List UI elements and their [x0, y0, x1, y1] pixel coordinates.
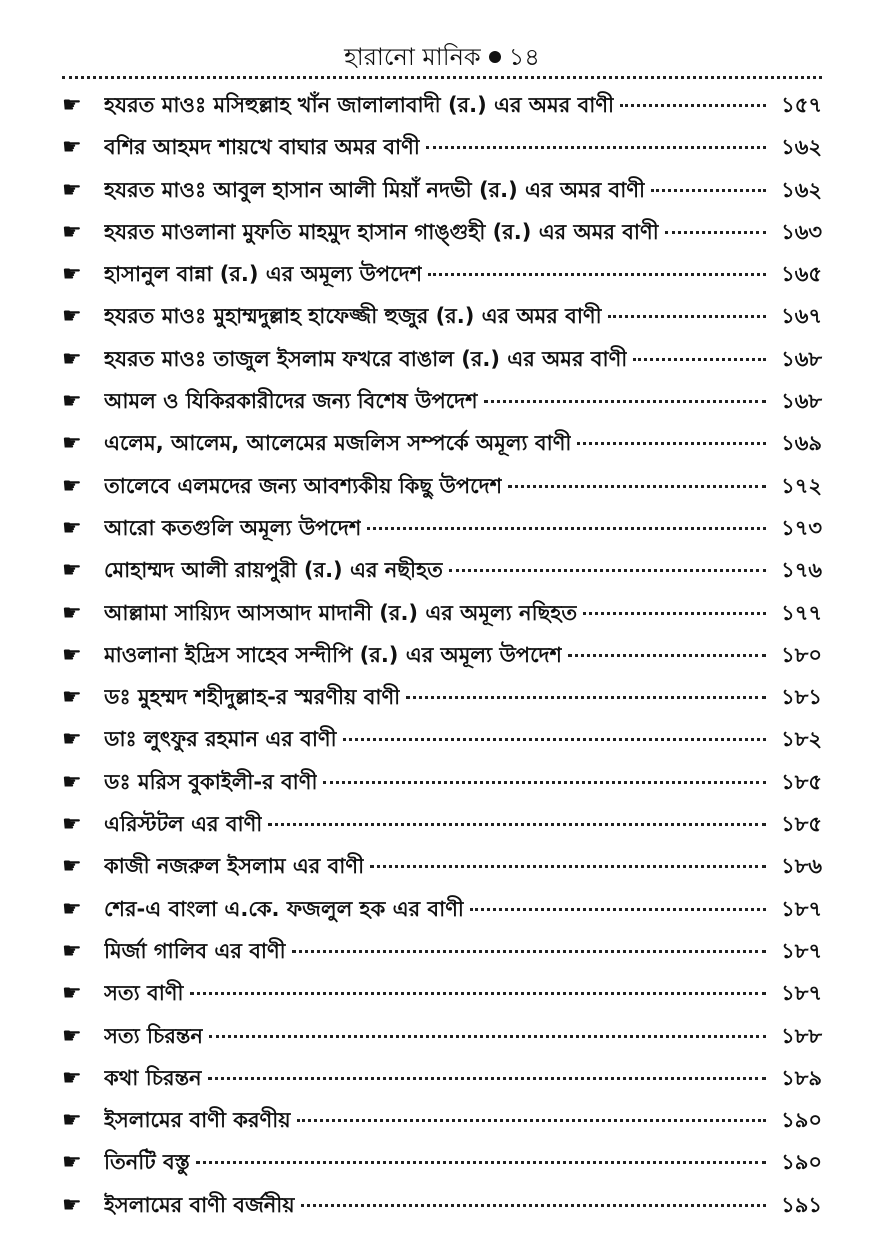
dot-leader — [297, 1119, 766, 1122]
toc-entry[interactable] — [62, 89, 822, 131]
dot-leader — [208, 1077, 766, 1080]
toc-entry-page-number: ১৭৭ — [781, 600, 822, 625]
toc-entry-page-number: ১৮৭ — [781, 981, 822, 1006]
hand-pointing-right-icon: ☛ — [62, 981, 82, 1007]
toc-entry-title: সত্য চিরন্তন — [104, 1023, 203, 1048]
hand-pointing-right-icon: ☛ — [62, 812, 82, 838]
toc-entry-title: হযরত মাওঃ মুহাম্মদুল্লাহ হাফেজ্জী হুজুর (র.) এর অমর বাণী — [104, 304, 602, 329]
dot-leader — [651, 189, 766, 192]
dot-leader — [470, 908, 766, 911]
toc-entry-page-number: ১৬৮ — [781, 389, 822, 414]
toc-entry-page-number: ১৮৫ — [781, 769, 822, 794]
toc-entry-page-number: ১৯১ — [781, 1192, 822, 1217]
hand-pointing-right-icon: ☛ — [62, 558, 82, 584]
dot-leader — [484, 400, 766, 403]
hand-pointing-right-icon: ☛ — [62, 769, 82, 795]
toc-entry-page-number: ১৫৭ — [781, 93, 822, 117]
hand-pointing-right-icon: ☛ — [62, 1108, 82, 1134]
toc-entry-page-number: ১৯০ — [781, 1150, 822, 1175]
hand-pointing-right-icon: ☛ — [62, 938, 82, 964]
hand-pointing-right-icon: ☛ — [62, 685, 82, 711]
toc-entry[interactable] — [62, 385, 822, 427]
dot-leader — [367, 527, 766, 530]
toc-entry-page-number: ১৮৭ — [781, 896, 822, 921]
hand-pointing-right-icon: ☛ — [62, 431, 82, 457]
hand-pointing-right-icon: ☛ — [62, 515, 82, 541]
bullet-dot-icon — [489, 51, 501, 63]
running-header — [62, 42, 822, 72]
toc-entry-title: হযরত মাওলানা মুফতি মাহমুদ হাসান গাঙ্গুহী (র.) এর অমর বাণী — [104, 219, 659, 244]
toc-entry-title: ডঃ মরিস বুকাইলী-র বাণী — [104, 769, 318, 794]
hand-pointing-right-icon: ☛ — [62, 1065, 82, 1091]
dot-leader — [633, 358, 766, 361]
toc-entry[interactable] — [62, 300, 822, 342]
dot-leader — [665, 231, 766, 234]
toc-entry-page-number: ১৮৬ — [781, 854, 822, 879]
hand-pointing-right-icon: ☛ — [62, 1023, 82, 1049]
toc-entry-page-number: ১৯০ — [781, 1108, 822, 1133]
hand-pointing-right-icon: ☛ — [62, 93, 82, 118]
toc-entry[interactable] — [62, 893, 822, 935]
toc-entry-page-number: ১৮৯ — [781, 1065, 822, 1090]
hand-pointing-right-icon: ☛ — [62, 473, 82, 499]
toc-entry[interactable] — [62, 935, 822, 977]
dot-leader — [406, 696, 766, 699]
toc-entry[interactable] — [62, 808, 822, 850]
toc-entry-page-number: ১৬৭ — [781, 304, 822, 329]
toc-entry-title: আরো কতগুলি অমূল্য উপদেশ — [104, 515, 362, 540]
toc-entry-page-number: ১৭৬ — [781, 558, 822, 583]
toc-entry[interactable] — [62, 174, 822, 216]
dot-leader — [343, 738, 766, 741]
toc-entry-title: হাসানুল বান্না (র.) এর অমূল্য উপদেশ — [104, 262, 423, 287]
dot-leader — [209, 1035, 766, 1038]
toc-entry[interactable] — [62, 470, 822, 512]
toc-entry[interactable] — [62, 681, 822, 723]
toc-entry-title: মাওলানা ইদ্রিস সাহেব সন্দীপি (র.) এর অমূল্য উপদেশ — [104, 642, 562, 667]
hand-pointing-right-icon: ☛ — [62, 304, 82, 330]
dot-leader — [268, 823, 766, 826]
toc-entry-title: ইসলামের বাণী করণীয় — [104, 1108, 291, 1133]
toc-entry[interactable] — [62, 766, 822, 808]
toc-entry[interactable] — [62, 1189, 822, 1231]
toc-entry-title: আমল ও যিকিরকারীদের জন্য বিশেষ উপদেশ — [104, 389, 478, 414]
dot-leader — [449, 569, 766, 572]
toc-entry-page-number: ১৬৫ — [781, 262, 822, 287]
toc-entry[interactable] — [62, 1146, 822, 1188]
dot-leader — [190, 992, 766, 995]
dot-leader — [508, 485, 766, 488]
toc-entry-page-number: ১৬২ — [781, 177, 822, 202]
toc-entry-title: মোহাম্মদ আলী রায়পুরী (র.) এর নছীহত — [104, 558, 443, 583]
toc-entry-title: শের-এ বাংলা এ.কে. ফজলুল হক এর বাণী — [104, 896, 464, 921]
toc-entry[interactable] — [62, 343, 822, 385]
toc-entry-title: হযরত মাওঃ মসিহুল্লাহ খাঁন জালালাবাদী (র.) এর অমর বাণী — [104, 93, 615, 117]
toc-entry-title: সত্য বাণী — [104, 981, 184, 1006]
dot-leader — [583, 612, 766, 615]
hand-pointing-right-icon: ☛ — [62, 177, 82, 203]
toc-entry-title: আল্লামা সায়্যিদ আসআদ মাদানী (র.) এর অমূল্য নছিহত — [104, 600, 578, 625]
toc-entry[interactable] — [62, 1104, 822, 1146]
hand-pointing-right-icon: ☛ — [62, 854, 82, 880]
header-page-number: ১৪ — [508, 43, 540, 71]
toc-entry-title: ডঃ মুহম্মদ শহীদুল্লাহ-র স্মরণীয় বাণী — [104, 685, 401, 710]
dot-leader — [323, 781, 766, 784]
toc-entry-title: কথা চিরন্তন — [104, 1065, 202, 1090]
dot-leader — [292, 950, 766, 953]
toc-entry-page-number: ১৬৮ — [781, 346, 822, 371]
hand-pointing-right-icon: ☛ — [62, 262, 82, 288]
dot-leader — [620, 104, 766, 107]
toc-entry[interactable] — [62, 1062, 822, 1104]
toc-entry[interactable] — [62, 131, 822, 173]
toc-entry-page-number: ১৮৫ — [781, 812, 822, 837]
toc-entry-page-number: ১৭২ — [781, 473, 822, 498]
toc-entry[interactable] — [62, 977, 822, 1019]
dot-leader — [426, 146, 766, 149]
toc-entry[interactable] — [62, 512, 822, 554]
toc-entry-page-number: ১৭৩ — [781, 515, 822, 540]
toc-entry-title: এরিস্টটল এর বাণী — [104, 812, 263, 837]
hand-pointing-right-icon: ☛ — [62, 1192, 82, 1218]
toc-entry-page-number: ১৬৯ — [781, 431, 822, 456]
dot-leader — [568, 654, 766, 657]
toc-entry-page-number: ১৮১ — [781, 685, 822, 710]
hand-pointing-right-icon: ☛ — [62, 727, 82, 753]
dot-leader — [428, 273, 766, 276]
dot-leader — [577, 442, 766, 445]
book-title: হারানো মানিক — [344, 43, 481, 71]
toc-entry-title: বশির আহমদ শায়খে বাঘার অমর বাণী — [104, 135, 420, 160]
toc-entry[interactable] — [62, 427, 822, 469]
toc-entry[interactable] — [62, 850, 822, 892]
hand-pointing-right-icon: ☛ — [62, 135, 82, 161]
dot-leader — [370, 865, 766, 868]
hand-pointing-right-icon: ☛ — [62, 219, 82, 245]
toc-entry-page-number: ১৮৭ — [781, 938, 822, 963]
toc-entry[interactable] — [62, 258, 822, 300]
toc-entry[interactable] — [62, 639, 822, 681]
hand-pointing-right-icon: ☛ — [62, 346, 82, 372]
toc-entry-title: ডাঃ লুৎফুর রহমান এর বাণী — [104, 727, 337, 752]
toc-entry[interactable] — [62, 1020, 822, 1062]
toc-entry[interactable] — [62, 723, 822, 765]
hand-pointing-right-icon: ☛ — [62, 896, 82, 922]
dot-leader — [608, 315, 766, 318]
table-of-contents — [62, 89, 822, 1231]
toc-entry-title: কাজী নজরুল ইসলাম এর বাণী — [104, 854, 365, 879]
toc-entry[interactable] — [62, 554, 822, 596]
toc-entry-page-number: ১৮২ — [781, 727, 822, 752]
hand-pointing-right-icon: ☛ — [62, 1150, 82, 1176]
toc-entry-title: এলেম, আলেম, আলেমের মজলিস সম্পর্কে অমূল্য বাণী — [104, 431, 572, 456]
hand-pointing-right-icon: ☛ — [62, 642, 82, 668]
dot-leader — [196, 1161, 766, 1164]
hand-pointing-right-icon: ☛ — [62, 389, 82, 415]
toc-entry[interactable] — [62, 216, 822, 258]
dot-leader — [301, 1204, 766, 1207]
toc-entry-title: হযরত মাওঃ আবুল হাসান আলী মিয়াঁ নদভী (র.) এর অমর বাণী — [104, 177, 646, 202]
header-dotted-rule — [62, 76, 822, 79]
toc-entry-title: তিনটি বস্তু — [104, 1150, 190, 1175]
toc-entry-page-number: ১৬২ — [781, 135, 822, 160]
toc-entry-page-number: ১৬৩ — [781, 219, 822, 244]
toc-entry-title: তালেবে এলমদের জন্য আবশ্যকীয় কিছু উপদেশ — [104, 473, 503, 498]
toc-entry-page-number: ১৮০ — [781, 642, 822, 667]
toc-entry-page-number: ১৮৮ — [781, 1023, 822, 1048]
toc-entry-title: হযরত মাওঃ তাজুল ইসলাম ফখরে বাঙাল (র.) এর অমর বাণী — [104, 346, 628, 371]
toc-entry-title: মির্জা গালিব এর বাণী — [104, 938, 286, 963]
hand-pointing-right-icon: ☛ — [62, 600, 82, 626]
toc-entry-title: ইসলামের বাণী বর্জনীয় — [104, 1192, 295, 1217]
toc-entry[interactable] — [62, 597, 822, 639]
